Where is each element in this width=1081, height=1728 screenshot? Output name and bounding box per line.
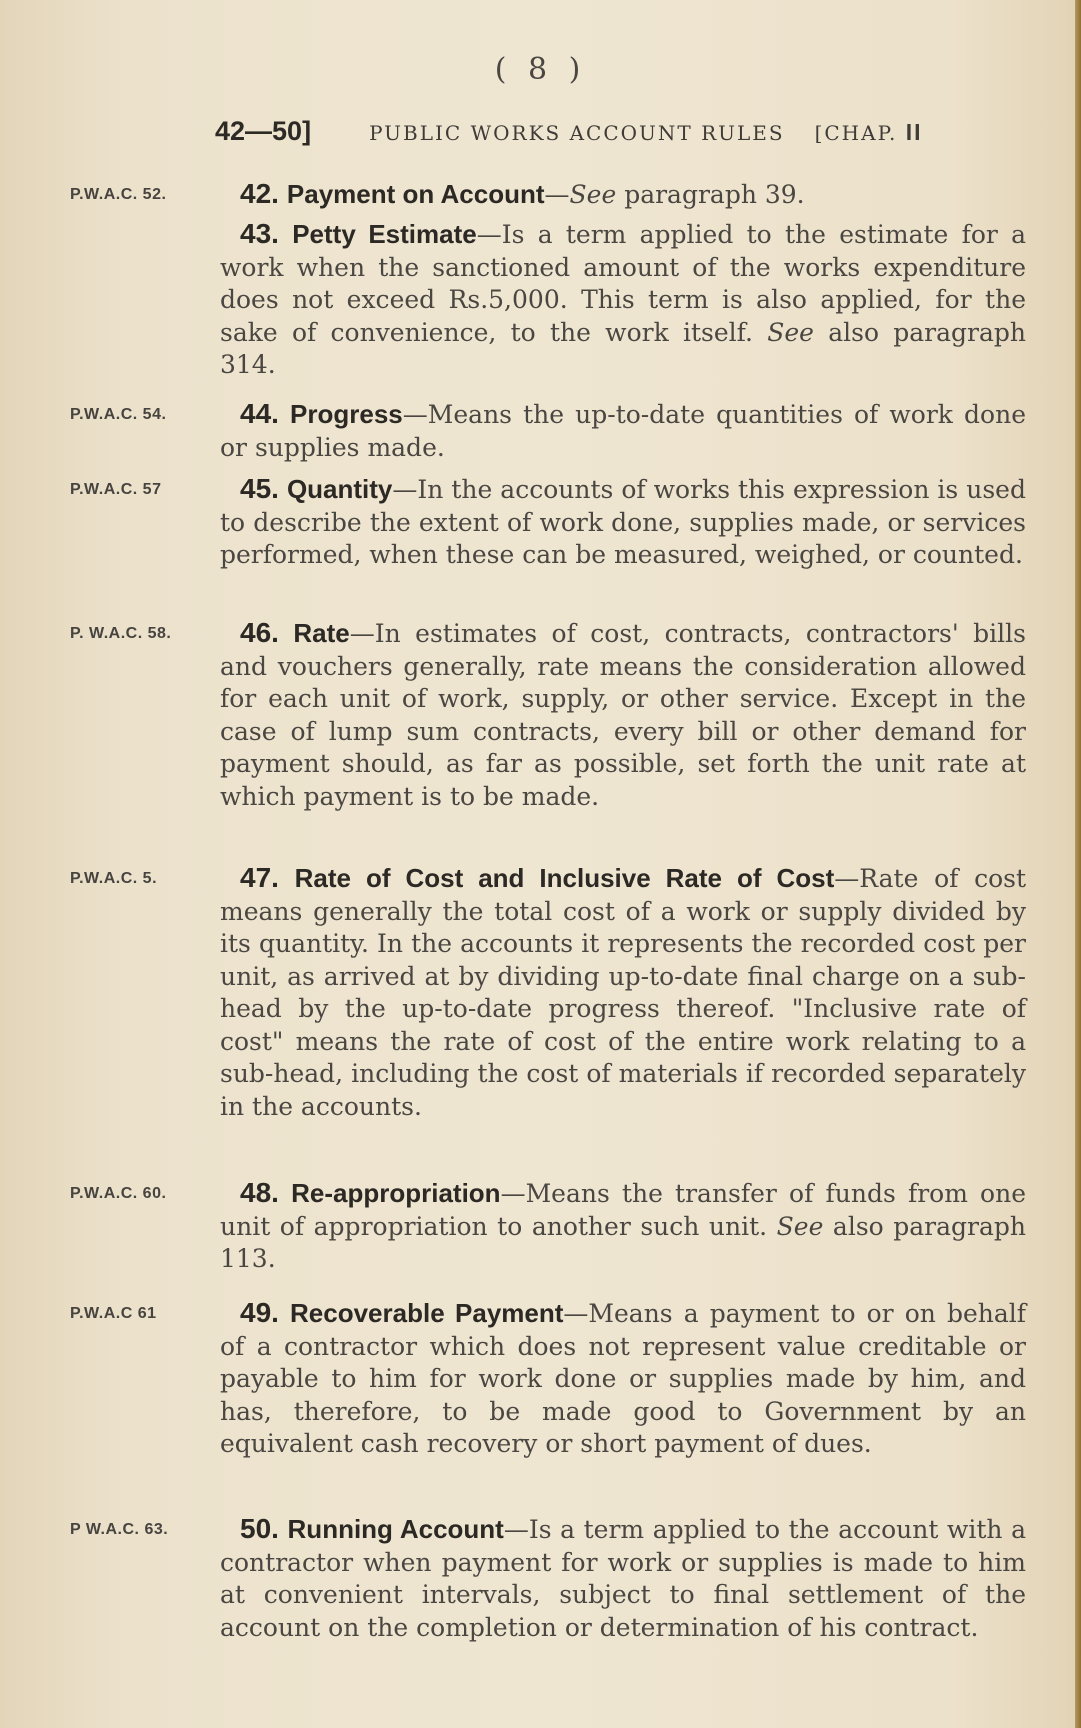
- definition-text: —In the accounts of works this expression is used to describe the extent of work done, supplies made, or services performed, when these can be measured, weighed, or counted.: [220, 475, 1026, 569]
- defined-term: Progress: [290, 399, 403, 429]
- rule-paragraph: [220, 1177, 1026, 1276]
- definition-text: —Means the transfer of funds from one unit of appropriation to another such unit.: [220, 1179, 1027, 1241]
- paragraph-number: 46.: [240, 617, 279, 648]
- book-title: PUBLIC WORKS ACCOUNT RULES: [369, 121, 785, 145]
- paragraph-number: 43.: [240, 218, 279, 249]
- margin-reference: P.W.A.C. 5.: [70, 870, 158, 887]
- paragraph-number: 50.: [240, 1513, 279, 1544]
- defined-term: Running Account: [287, 1514, 504, 1544]
- paragraph-number: 45.: [240, 473, 279, 504]
- definition-text: —In estimates of cost, contracts, contractors' bills and vouchers generally, rate means the consideration allowed for each unit of work, supply, or other service. Except in the case of lump sum contracts, every bill or other demand for payment should, as far as possible, set forth the unit rate at which payment is to be made.: [220, 619, 1027, 811]
- chapter-numeral: II: [905, 119, 923, 145]
- definition-text: —Means the up-to-date quantities of work done or supplies made.: [220, 400, 1026, 462]
- rule-paragraph: [220, 862, 1026, 1123]
- defined-term: Petty Estimate: [292, 219, 477, 249]
- defined-term: Payment on Account: [286, 179, 545, 209]
- margin-reference: P. W.A.C. 58.: [70, 625, 172, 642]
- defined-term: Rate of Cost and Inclusive Rate of Cost: [294, 863, 835, 893]
- rule-paragraph: [220, 1513, 1026, 1644]
- paragraph-number: 48.: [240, 1177, 279, 1208]
- see-reference: See: [767, 317, 814, 347]
- definition-text-tail: also paragraph 314.: [220, 317, 1026, 379]
- definition-text: —Rate of cost means generally the total cost of a work or supply divided by its quantity. In the accounts it represents the recorded cost per unit, as arrived at by dividing up-to-date final charge on a sub-head by the up-to-date progress thereof. "Inclusive rate of cost" means the rate of cost of the entire work relating to a sub-head, including the cost of materials if recorded separately in the accounts.: [220, 864, 1027, 1121]
- margin-reference: P.W.A.C. 52.: [70, 186, 167, 203]
- rule-paragraph: [220, 1297, 1026, 1461]
- defined-term: Quantity: [286, 474, 393, 504]
- margin-reference: P.W.A.C. 54.: [70, 406, 167, 423]
- rule-paragraph: [220, 617, 1026, 813]
- rule-paragraph: [220, 178, 1026, 212]
- paragraph-number: 42.: [240, 178, 279, 209]
- rule-paragraph: [220, 473, 1026, 572]
- definition-text-tail: paragraph 39.: [616, 180, 805, 209]
- rule-paragraph: [220, 218, 1026, 382]
- page-edge: [1075, 0, 1081, 1728]
- definition-text: —Is a term applied to the estimate for a work when the sanctioned amount of the works expenditure does not exceed Rs.5,000. This term is also applied, for the sake of convenience, to the work itself.: [220, 220, 1027, 347]
- margin-reference: P.W.A.C. 60.: [70, 1185, 167, 1202]
- chapter-label: [815, 119, 923, 146]
- chapter-prefix: [CHAP.: [814, 121, 898, 145]
- defined-term: Recoverable Payment: [290, 1298, 564, 1328]
- definition-text: —: [544, 180, 570, 209]
- paragraph-number: 44.: [240, 398, 279, 429]
- margin-reference: P W.A.C. 63.: [70, 1521, 169, 1538]
- see-reference: See: [776, 1211, 824, 1241]
- margin-reference: P.W.A.C. 57: [70, 481, 162, 498]
- definition-text-tail: also paragraph 113.: [220, 1211, 1026, 1273]
- paragraph-number: 49.: [240, 1297, 279, 1328]
- page-number: ( 8 ): [494, 52, 587, 87]
- defined-term: Rate: [293, 618, 350, 648]
- rule-paragraph: [220, 398, 1026, 464]
- paragraph-range: 42—50]: [215, 116, 312, 146]
- defined-term: Re-appropriation: [291, 1178, 501, 1208]
- definition-text: —Means a payment to or on behalf of a contractor which does not represent value creditable or payable to him for work done or supplies made by him, and has, therefore, to be made good to Government by an equivalent cash recovery or short payment of dues.: [220, 1299, 1026, 1458]
- see-reference: See: [569, 180, 617, 209]
- definition-text: —Is a term applied to the account with a contractor when payment for work or supplies is made to him at convenient intervals, subject to final settlement of the account on the completion or determination of his contract.: [220, 1515, 1027, 1642]
- running-head: [215, 116, 1025, 147]
- paragraph-number: 47.: [240, 862, 279, 893]
- margin-reference: P.W.A.C 61: [70, 1305, 157, 1322]
